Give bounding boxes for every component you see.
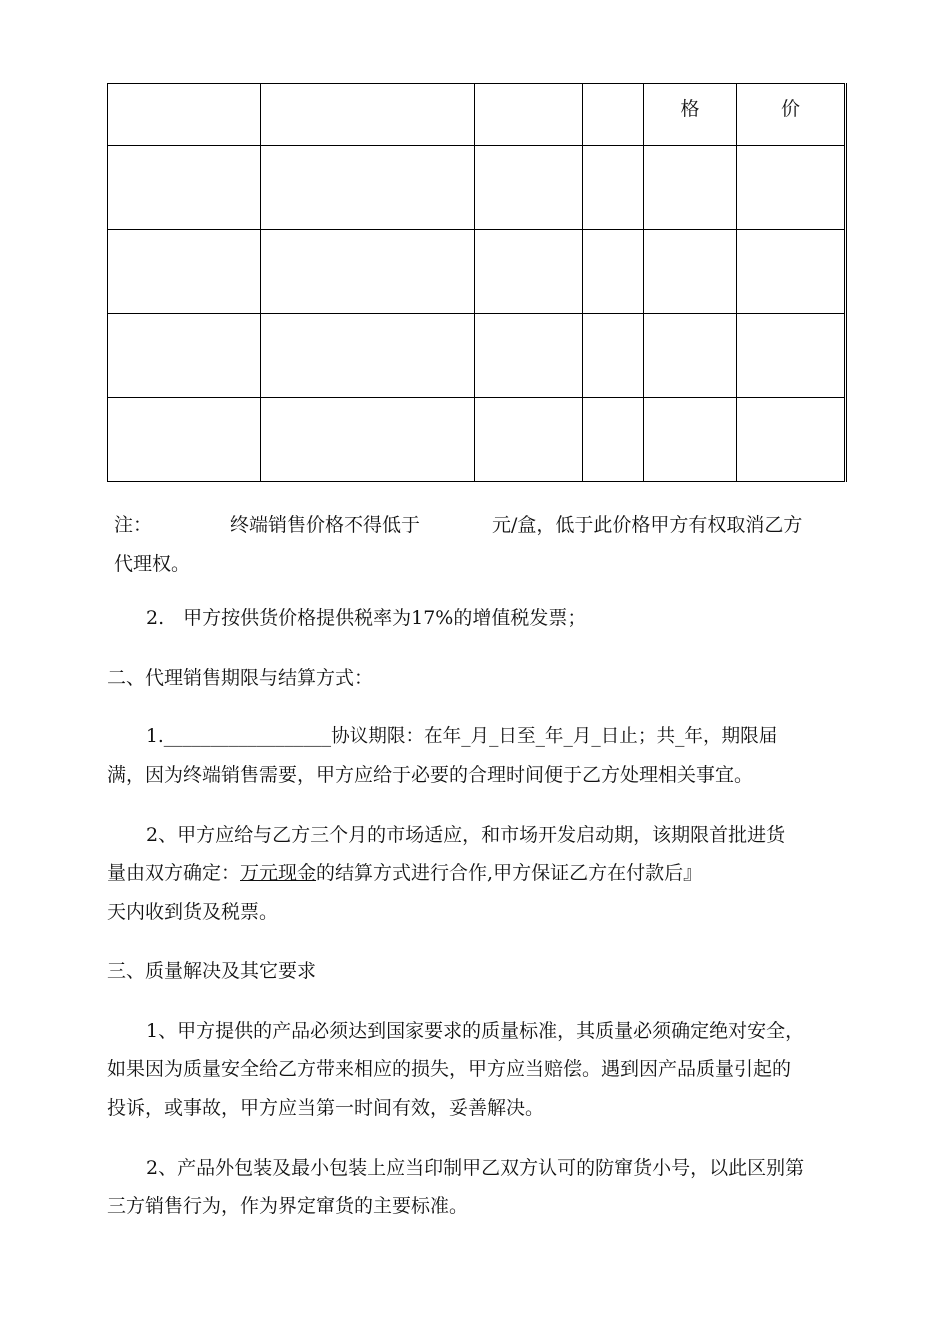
table-header-cell: [583, 84, 644, 146]
packaging-clause-line-2: 三方销售行为，作为界定窜货的主要标准。: [107, 1195, 469, 1217]
table-header-cell: [644, 84, 737, 146]
table-cell: [261, 398, 475, 482]
table-header-cell: [737, 84, 846, 146]
table-header-cell: [475, 84, 583, 146]
table-cell: [475, 398, 583, 482]
note-text-b: 元/盒，低于此价格甲方有权取消乙方: [492, 514, 803, 536]
cash-amount-underlined: 万元现金: [240, 862, 317, 884]
table-row: [108, 146, 846, 230]
section-2-heading: 二、代理销售期限与结算方式：: [107, 667, 374, 689]
table-cell: [583, 398, 644, 482]
table-cell: [261, 314, 475, 398]
table-cell: [737, 398, 846, 482]
table-row: [108, 230, 846, 314]
header-ge: 格: [680, 98, 700, 120]
note-text-c: 代理权。: [114, 553, 191, 575]
invoice-clause: 2. 甲方按供货价格提供税率为17%的增值税发票；: [146, 607, 587, 629]
term-clause-line-2: 满，因为终端销售需要，甲方应给于必要的合理时间便于乙方处理相关事宜。: [107, 764, 754, 786]
table-cell: [737, 230, 846, 314]
table-header-row: [108, 84, 846, 146]
table-cell: [475, 146, 583, 230]
quality-clause-line-3: 投诉，或事故，甲方应当第一时间有效，妥善解决。: [107, 1097, 545, 1119]
table-cell: [644, 314, 737, 398]
term-clause-line-1: 1.__________________协议期限：在年_月_日至_年_月_日止；共_年，期限届: [146, 726, 778, 747]
table-cell: [737, 314, 846, 398]
quality-clause-line-1: 1、甲方提供的产品必须达到国家要求的质量标准，其质量必须确定绝对安全，: [146, 1020, 805, 1042]
price-table: [107, 83, 847, 482]
table-header-cell: [108, 84, 261, 146]
settlement-clause-line-1: 2、甲方应给与乙方三个月的市场适应，和市场开发启动期，该期限首批进货: [146, 824, 786, 846]
table-cell: [108, 230, 261, 314]
table-header-cell: [261, 84, 475, 146]
table-cell: [583, 146, 644, 230]
table-cell: [737, 146, 846, 230]
note-text-a: 终端销售价格不得低于: [230, 514, 421, 536]
table-cell: [108, 314, 261, 398]
table-row: [108, 398, 846, 482]
table-cell: [644, 230, 737, 314]
table-cell: [475, 314, 583, 398]
settlement-clause-line-2: 量由双方确定：万元现金的结算方式进行合作,甲方保证乙方在付款后』: [107, 862, 703, 884]
header-jia: 价: [780, 98, 800, 120]
table-cell: [644, 146, 737, 230]
table-cell: [261, 230, 475, 314]
table-cell: [644, 398, 737, 482]
table-cell: [475, 230, 583, 314]
packaging-clause-line-1: 2、产品外包装及最小包装上应当印制甲乙双方认可的防窜货小号，以此区别第: [146, 1157, 805, 1179]
table-cell: [583, 314, 644, 398]
settlement-clause-line-3: 天内收到货及税票。: [107, 901, 279, 923]
note-label: 注：: [114, 514, 153, 536]
section-3-heading: 三、质量解决及其它要求: [107, 960, 317, 982]
table-cell: [108, 398, 261, 482]
quality-clause-line-2: 如果因为质量安全给乙方带来相应的损失，甲方应当赔偿。遇到因产品质量引起的: [107, 1058, 792, 1080]
table-row: [108, 314, 846, 398]
table-cell: [583, 230, 644, 314]
table-cell: [261, 146, 475, 230]
table-cell: [108, 146, 261, 230]
